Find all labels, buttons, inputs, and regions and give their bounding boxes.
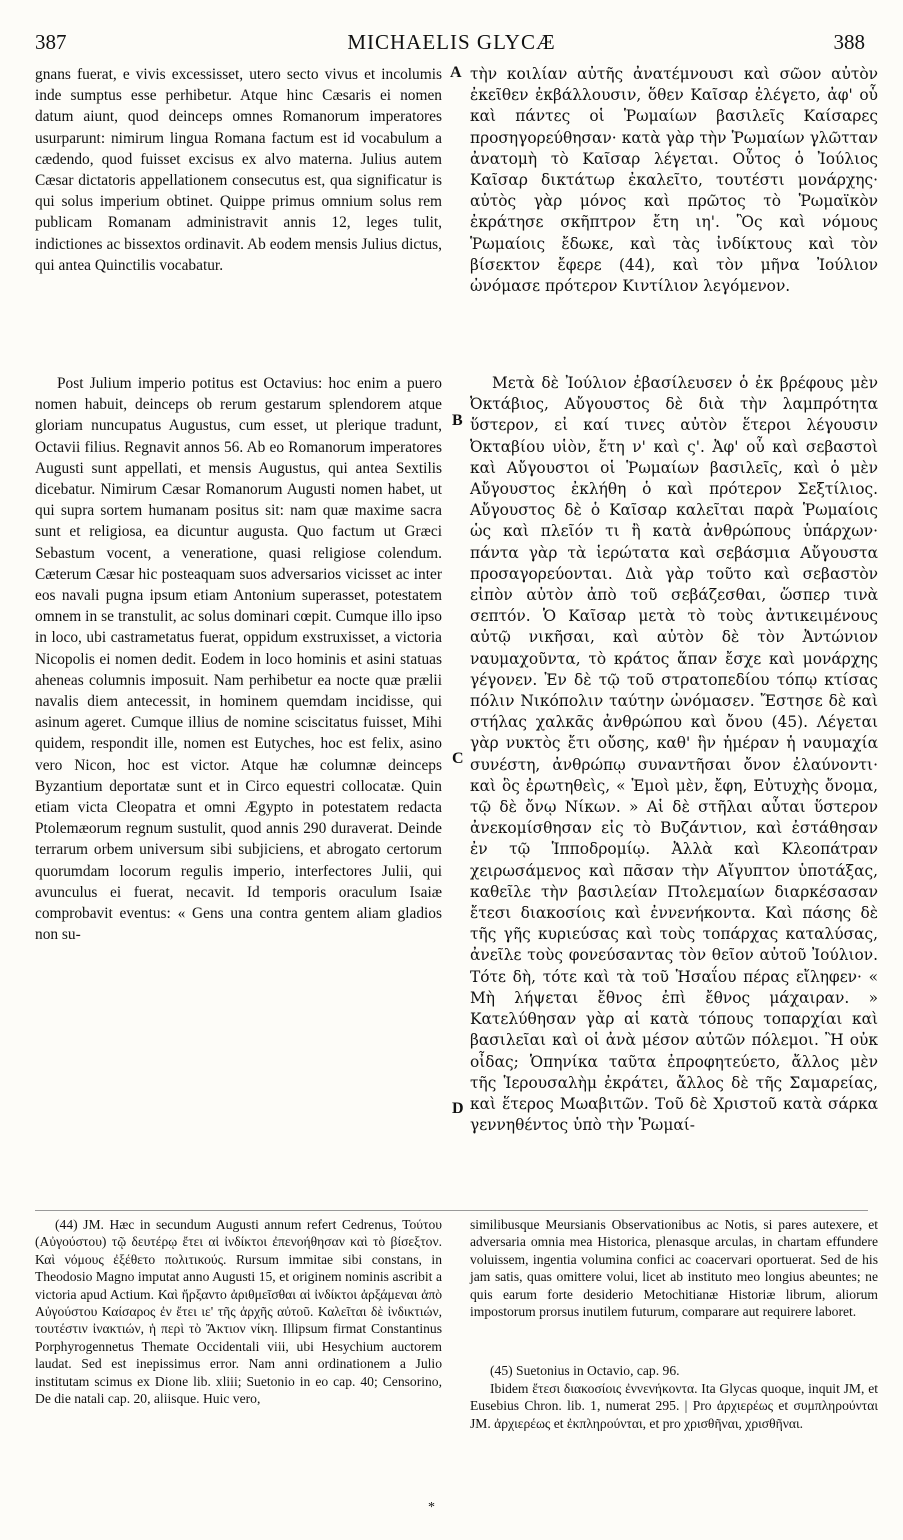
section-marker-b: B <box>452 412 463 429</box>
footnote-divider <box>35 1210 868 1211</box>
greek-paragraph-1: τὴν κοιλίαν αὐτῆς ἀνατέμνουσι καὶ σῶον αὐτὸν ἐκεῖθεν ἐκβάλλουσιν, ὅθεν Καῖσαρ ἐλέγετο, ἀφ' οὗ καὶ πάντες οἱ Ῥωμαίων βασιλεῖς Καίσαρες προσηγορεύθησαν· κατὰ γὰρ τὴν Ῥωμαίων γλῶτταν ἀνατομὴ τὸ Καῖσαρ λέγεται. Οὗτος ὁ Ἰούλιος Καῖσαρ δικτάτωρ ἐκαλεῖτο, τουτέστι μονάρχης· αὐτὸς γὰρ μόνος καὶ πρῶτος τὸ Ῥωμαϊκὸν ἐκράτησε σκῆπτρον ἔτη ιη'. Ὃς καὶ νόμους Ῥωμαίοις ἔδωκε, καὶ τὰς ἰνδίκτους καὶ τὸν βίσεκτον ἔφερε (44), καὶ τὸν μῆνα Ἰούλιον ὠνόμασε πρότερον Κιντίλιον λεγόμενον. <box>470 65 878 296</box>
footnote-45: (45) Suetonius in Octavio, cap. 96. <box>490 1363 680 1378</box>
section-marker-d: D <box>452 1100 464 1117</box>
section-marker-c: C <box>452 750 464 767</box>
footnote-45-detail: Ibidem ἔτεσι διακοσίοις ἐννενήκοντα. Ita Glycas quoque, inquit JM, et Eusebius Chron. lib. 1, numerat 295. | Pro ἀρχιερέως et συμπληρούνται JM. ἀρχιερέως et ἐκπληρούνται, et pro χρισθῆναι, χρισθῆναι. <box>470 1381 878 1431</box>
greek-paragraph-2: Μετὰ δὲ Ἰούλιον ἐβασίλευσεν ὁ ἐκ βρέφους μὲν Ὀκτάβιος, Αὔγουστος δὲ διὰ τὴν λαμπρότητα ὕστερον, εἰ καί τινες αὐτὸν ἕτεροι λέγουσιν Ὀκταβίου υἱὸν, ἔτη ν' καὶ ς'. Ἀφ' οὗ καὶ σεβαστοὶ καὶ Αὔγουστοι οἱ Ῥωμαίων βασιλεῖς, καὶ ὁ μὲν Αὔγουστος ἐκλήθη ὁ καὶ πρότερον Σεξτίλιος. Αὔγουστος δὲ ὁ Καῖσαρ καλεῖται παρὰ Ῥωμαίοις ὡς καὶ πλεῖόν τι ἢ κατὰ ἀνθρώπους ὑπάρχων· πάντα γὰρ τὰ ἱερώτατα καὶ σεβάσμια Αὔγουστα προσαγορεύονται. Διὰ γὰρ τοῦτο καὶ σεβαστὸν εἰπὸν αὐτὸν ἀπὸ τοῦ σεβάζεσθαι, ὥσπερ τινὰ σεπτόν. Ὁ Καῖσαρ μετὰ τὸ τοὺς ἀντικειμένους αὐτῷ νικῆσαι, καὶ αὐτὸν δὲ τὸν Ἀντώνιον ναυμαχοῦντα, τὸ κράτος ἅπαν ἔσχε καὶ μονάρχης γέγονεν. Ἐν δὲ τῷ τοῦ στρατοπεδίου τόπῳ κτίσας πόλιν Νικόπολιν ταύτην ὠνόμασεν. Ἔστησε δὲ καὶ στήλας χαλκᾶς ἀνθρώπου καὶ ὄνου (45). Λέγεται γὰρ νυκτὸς ἔτι οὔσης, καθ' ἣν ἡμέραν ἡ ναυμαχία συνέστη, ἀνθρώπῳ συναντῆσαι ὄνον ἐλαύνοντι· καὶ ὃς ἐρωτηθεὶς, « Ἐμοὶ μὲν, ἔφη, Εὐτυχὴς ὄνομα, τῷ δὲ ὄνῳ Νίκων. » Αἱ δὲ στῆλαι αὗται ὕστερον ἀνεκομίσθησαν εἰς τὸ Βυζάντιον, καὶ ἐστάθησαν ἐν τῷ Ἱπποδρομίῳ. Ἀλλὰ καὶ Κλεοπάτραν χειρωσάμενος καὶ πᾶσαν τὴν Αἴγυπτον ὑποτάξας, καθεῖλε τὴν βασιλείαν Πτολεμαίων διαρκέσασαν ἔτεσι διακοσίοις καὶ ἐννενήκοντα. Καὶ πάσης δὲ τῆς γῆς κυριεύσας καὶ τοὺς τοπάρχας καταλύσας, ἀνεῖλε τοὺς φονεύσαντας τὸν θεῖον αὐτοῦ Ἰούλιον. Τότε δὴ, τότε καὶ τὰ τοῦ Ἡσαΐου πέρας εἴληφεν· « Μὴ λήψεται ἔθνος ἐπὶ ἔθνος μάχαιραν. » Κατελύθησαν γὰρ αἱ κατὰ τόπους τοπαρχίαι καὶ βασιλεῖαι καὶ οἱ ἀνὰ μέσον αὐτῶν πόλεμοι. Ἢ οὐκ οἶδας; Ὁπηνίκα ταῦτα ἐπροφητεύετο, ἄλλος μὲν τῆς Ἱερουσαλὴμ ἐκράτει, ἄλλος δὲ τῆς Σαμαρείας, καὶ ἕτερος Μωαβιτῶν. Τοῦ δὲ Χριστοῦ κατὰ σάρκα γεννηθέντος ὑπὸ τὴν Ῥωμαί- <box>470 374 878 1135</box>
running-title: MICHAELIS GLYCÆ <box>347 30 556 54</box>
page-number-right: 388 <box>833 30 865 54</box>
latin-paragraph-2: Post Julium imperio potitus est Octavius: hoc enim a puero nomen habuit, deinceps ob rerum gestarum splendorem atque gloriam nuncupatus Augustus, cum esset, ut plerique tradunt, Octavii filius. Regnavit annos 56. Ab eo Romanorum imperatores Augusti sunt appellati, et mensis Augustus, qui antea Sextilis dicebatur. Nimirum Cæsar Romanorum Augusti nomen habet, ut qui supra sortem humanam positus sit: nam quæ maxime sacra sunt et religiosa, ea dicuntur augusta. Quo factum ut Græci Sebastum vocent, a veneratione, quasi religiose colendum. Cæterum Cæsar hic posteaquam suos adversarios vicisset ac inter eos navali pugna ipsum etiam Antonium superasset, potestatem omnem in se transtulit, ac solus dominari cœpit. Cumque illo ipso in loco, ubi castrametatus fuerat, oppidum exstruxisset, a victoria Nicopolis ei nomen dedit. Eodem in loco hominis et asini statuas aheneas columnis imposuit. Nam perhibetur ea nocte quæ prælii navalis diem antecessit, in hominem quemdam incidisse, qui asinum ageret. Cumque illius de nomine sciscitatus fuisset, Mihi quidem, respondit ille, nomen est Eutyches, hoc est felix, asino vero Nicon, hoc est victor. Atque hæ columnæ deinceps Byzantium deportatæ sunt et in Circo equestri collocatæ. Quin etiam victa Cleopatra et omni Ægypto in potestatem redacta Ptolemæorum regnum sustulit, quod annis 290 duraverat. Deinde terrarum orbem universum sibi subjiciens, et abrogato certorum quorumdam locorum regulis imperio, interfectores Julii, qui avunculus ei fuerat, necavit. Id temporis oraculum Isaiæ comprobavit eventus: « Gens una contra gentem aliam gladios non su- <box>35 375 442 944</box>
footnote-44: (44) JM. Hæc in secundum Augusti annum refert Cedrenus, Τούτου (Αὐγούστου) τῷ δευτέρῳ ἔτει αἱ ἰνδίκτοι ἐπενοήθησαν καὶ τὸ βίσεξτον. Καὶ νόμους ἐξέθετο πολιτικούς. Rursum immitae sibi constans, in Theodosio Magno imputat anno Augusti 15, et originem nominis ascribit a victoria apud Actium. Καὶ ἤρξαντο ἀριθμεῖσθαι αἱ ἰνδίκτοι ἀρξάμεναι ἀπὸ Αὐγούστου Καίσαρος ἐν ἔτει ιε' τῆς ἀρχῆς αὐτοῦ. Καλεῖται δὲ ἰνδικτιών, τουτέστιν ἰνακτιών, ἡ περὶ τὸ Ἄκτιον νίκη. Illipsum firmat Constantinus Porphyrogennetus Themate Occidentali viii, ubi Hesychium auctorem laudat. Sed est inepissimus error. Nam anni ordinationem a Julio institutam scimus ex Dione lib. xliii; Suetonio in eo cap. 40; Censorino, De die natali cap. 20, aliisque. Huic vero, <box>35 1217 442 1407</box>
footer-mark: * <box>428 1500 435 1515</box>
latin-paragraph-1: gnans fuerat, e vivis excessisset, utero secto vivus et incolumis inde sumptus esse perhibetur. Atque hinc Cæsaris ei nomen datum aiunt, quod deinceps omnes Romanorum imperatores usurparunt: nimirum lingua Romana factum est id vocabulum a cædendo, quod fuisset excisus ex alvo materna. Julius autem Cæsar dictatoris appellationem consecutus est, qua significatur is qui solus imperium obtinet. Quippe primus omnium solus rem publicam Romanam administravit annis 12, leges tulit, indictiones ac bissextos ordinavit. Ab eodem mensis Julius dictus, qui antea Quinctilis vocabatur. <box>35 66 442 274</box>
page-number-left: 387 <box>35 30 67 54</box>
footnote-continuation: similibusque Meursianis Observationibus ac Notis, si pares autexere, et adversaria omnia mea Historica, plenasque arculas, in chartam effundere voluissem, ingentia volumina confici ac coacervari oportuerat. Sed de his jam satis, quas omittere volui, licet ab instituto meo longius abeuntes; ne quis earum forte desiderio Metochitianæ Historiæ librum, aliorum impostorum prorsus inutilem futurum, comparare aut requirere laboret. <box>470 1217 878 1320</box>
section-marker-a: A <box>450 64 462 81</box>
